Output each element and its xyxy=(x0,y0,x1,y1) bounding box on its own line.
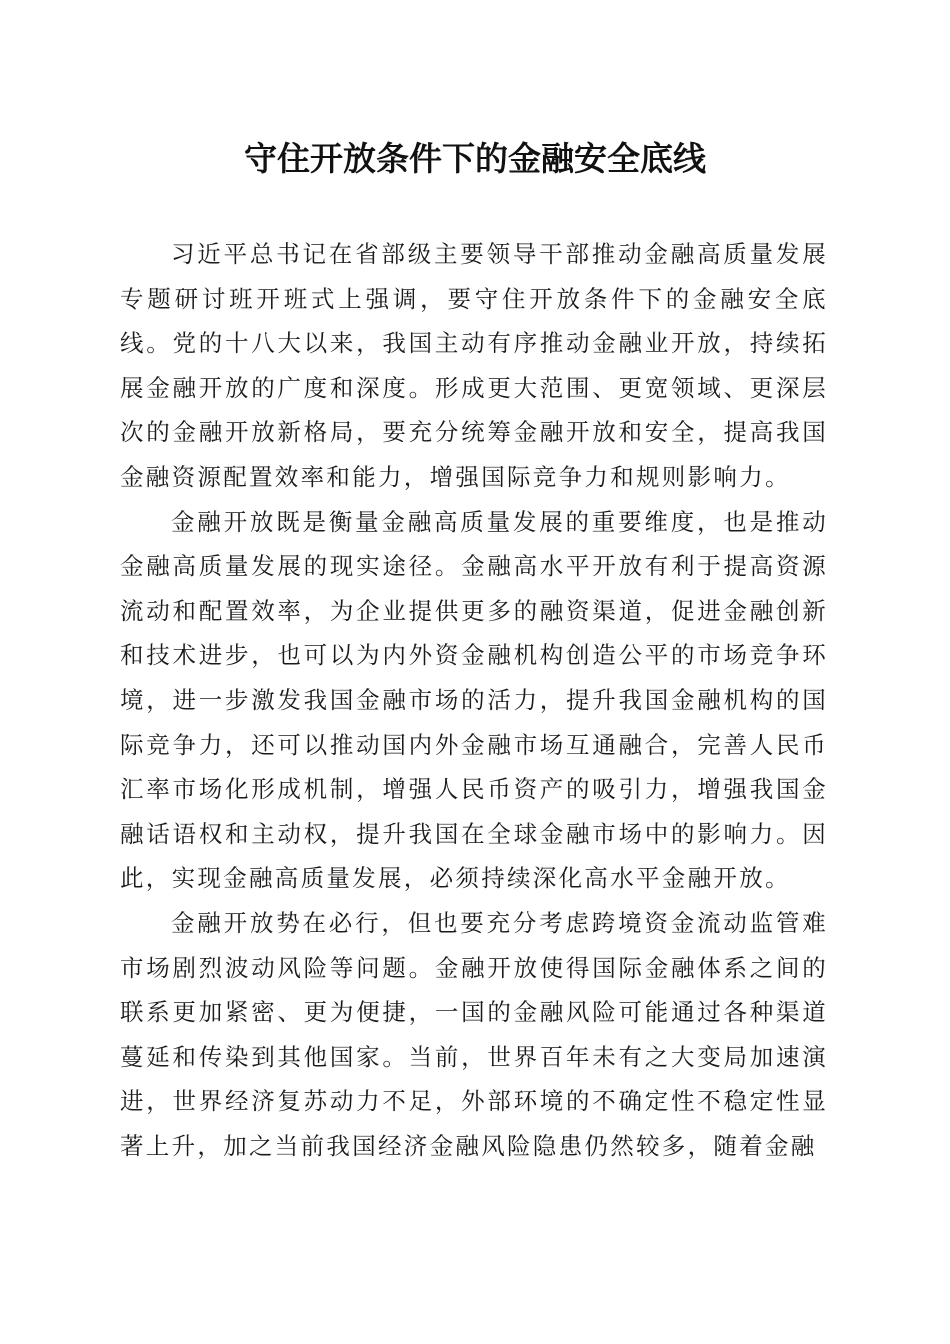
document-title: 守住开放条件下的金融安全底线 xyxy=(244,139,706,178)
paragraph-2: 金融开放既是衡量金融高质量发展的重要维度，也是推动金融高质量发展的现实途径。金融高水平开放有利于提高资源流动和配置效率，为企业提供更多的融资渠道，促进金融创新和技术进步，也可以为内外资金融机构创造公平的市场竞争环境，进一步激发我国金融市场的活力，提升我国金融机构的国际竞争力，还可以推动国内外金融市场互通融合，完善人民币汇率市场化形成机制，增强人民币资产的吸引力，增强我国金融话语权和主动权，提升我国在全球金融市场中的影响力。因此，实现金融高质量发展，必须持续深化高水平金融开放。 xyxy=(120,507,828,893)
document-body xyxy=(120,232,828,1168)
paragraph-3: 金融开放势在必行，但也要充分考虑跨境资金流动监管难市场剧烈波动风险等问题。金融开放使得国际金融体系之间的联系更加紧密、更为便捷，一国的金融风险可能通过各种渠道蔓延和传染到其他国家。当前，世界百年未有之大变局加速演进，世界经济复苏动力不足，外部环境的不确定性不稳定性显著上升，加之当前我国经济金融风险隐患仍然较多，随着金融 xyxy=(120,908,828,1160)
paragraph-1: 习近平总书记在省部级主要领导干部推动金融高质量发展专题研讨班开班式上强调，要守住开放条件下的金融安全底线。党的十八大以来，我国主动有序推动金融业开放，持续拓展金融开放的广度和深度。形成更大范围、更宽领域、更深层次的金融开放新格局，要充分统筹金融开放和安全，提高我国金融资源配置效率和能力，增强国际竞争力和规则影响力。 xyxy=(120,240,828,491)
